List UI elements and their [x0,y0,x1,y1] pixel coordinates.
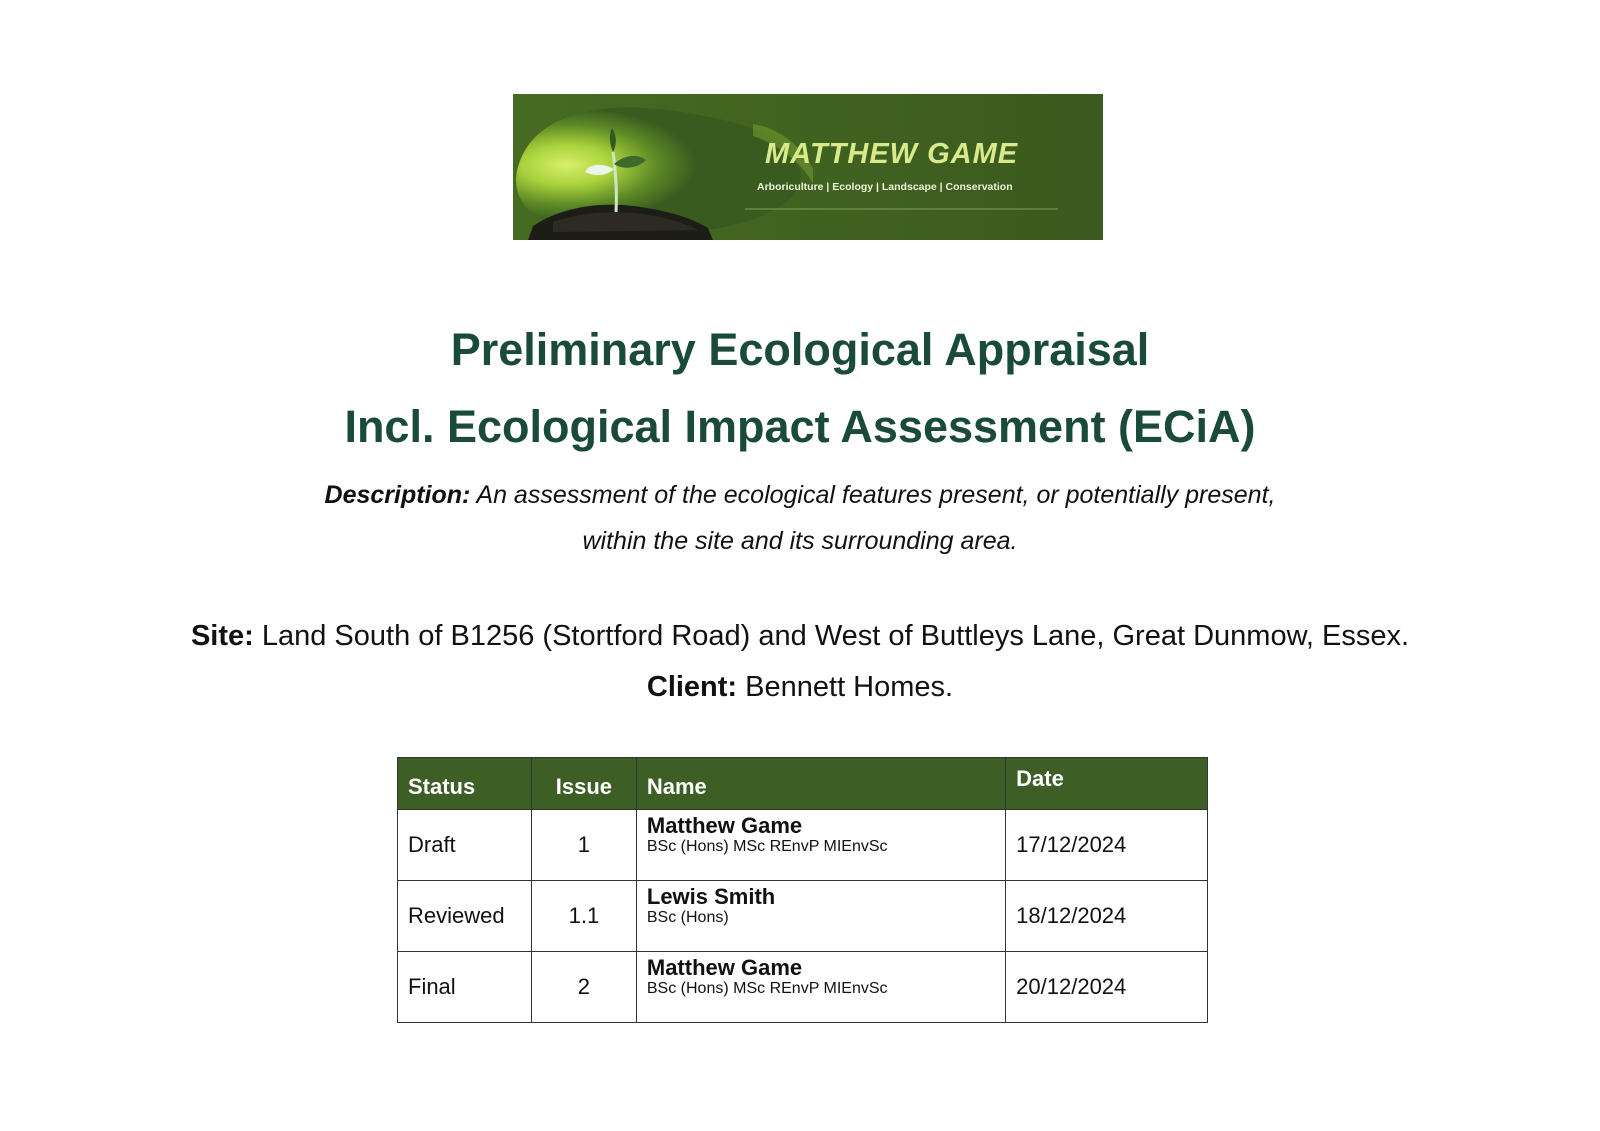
person-name: Matthew Game [646,955,803,980]
company-logo-banner [513,94,1103,240]
column-header-status: Status [398,758,532,810]
person-name: Lewis Smith [646,884,776,909]
column-header-issue: Issue [531,758,636,810]
table-row [398,881,1208,952]
logo-brand-name: MATTHEW GAME [765,138,1019,170]
description-label: Description: [324,481,471,509]
name-cell [636,810,1005,881]
logo-graphic [513,94,1103,240]
document-title-line-2: Incl. Ecological Impact Assessment (ECiA) [344,401,1256,452]
description-text-1: An assessment of the ecological features present, or potentially present, [476,481,1276,509]
client-line [0,673,1600,702]
date-cell: 18/12/2024 [1006,881,1208,952]
logo-tagline: Arboriculture | Ecology | Landscape | Conservation [757,181,1013,193]
client-label: Client: [646,671,738,703]
column-header-name: Name [636,758,1005,810]
status-cell: Draft [398,810,532,881]
person-qualifications: BSc (Hons) [646,909,729,927]
table-row [398,952,1208,1023]
status-cell: Reviewed [398,881,532,952]
issue-cell: 1 [531,810,636,881]
name-cell [636,952,1005,1023]
description-line-1 [0,483,1600,508]
status-cell: Final [398,952,532,1023]
description-line-2: within the site and its surrounding area. [582,527,1018,555]
document-title-line-1: Preliminary Ecological Appraisal [450,324,1150,375]
site-value: Land South of B1256 (Stortford Road) and West of Buttleys Lane, Great Dunmow, Essex. [261,620,1410,652]
issue-cell: 2 [531,952,636,1023]
site-label: Site: [190,620,254,652]
column-header-date: Date [1006,758,1208,810]
date-cell: 20/12/2024 [1006,952,1208,1023]
issue-cell: 1.1 [531,881,636,952]
date-cell: 17/12/2024 [1006,810,1208,881]
issue-history-table [397,757,1208,1023]
person-qualifications: BSc (Hons) MSc REnvP MIEnvSc [646,980,888,998]
person-qualifications: BSc (Hons) MSc REnvP MIEnvSc [646,838,888,856]
client-value: Bennett Homes. [745,671,954,703]
name-cell [636,881,1005,952]
table-header-row [398,758,1208,810]
person-name: Matthew Game [646,813,803,838]
site-line [0,622,1600,651]
table-row [398,810,1208,881]
